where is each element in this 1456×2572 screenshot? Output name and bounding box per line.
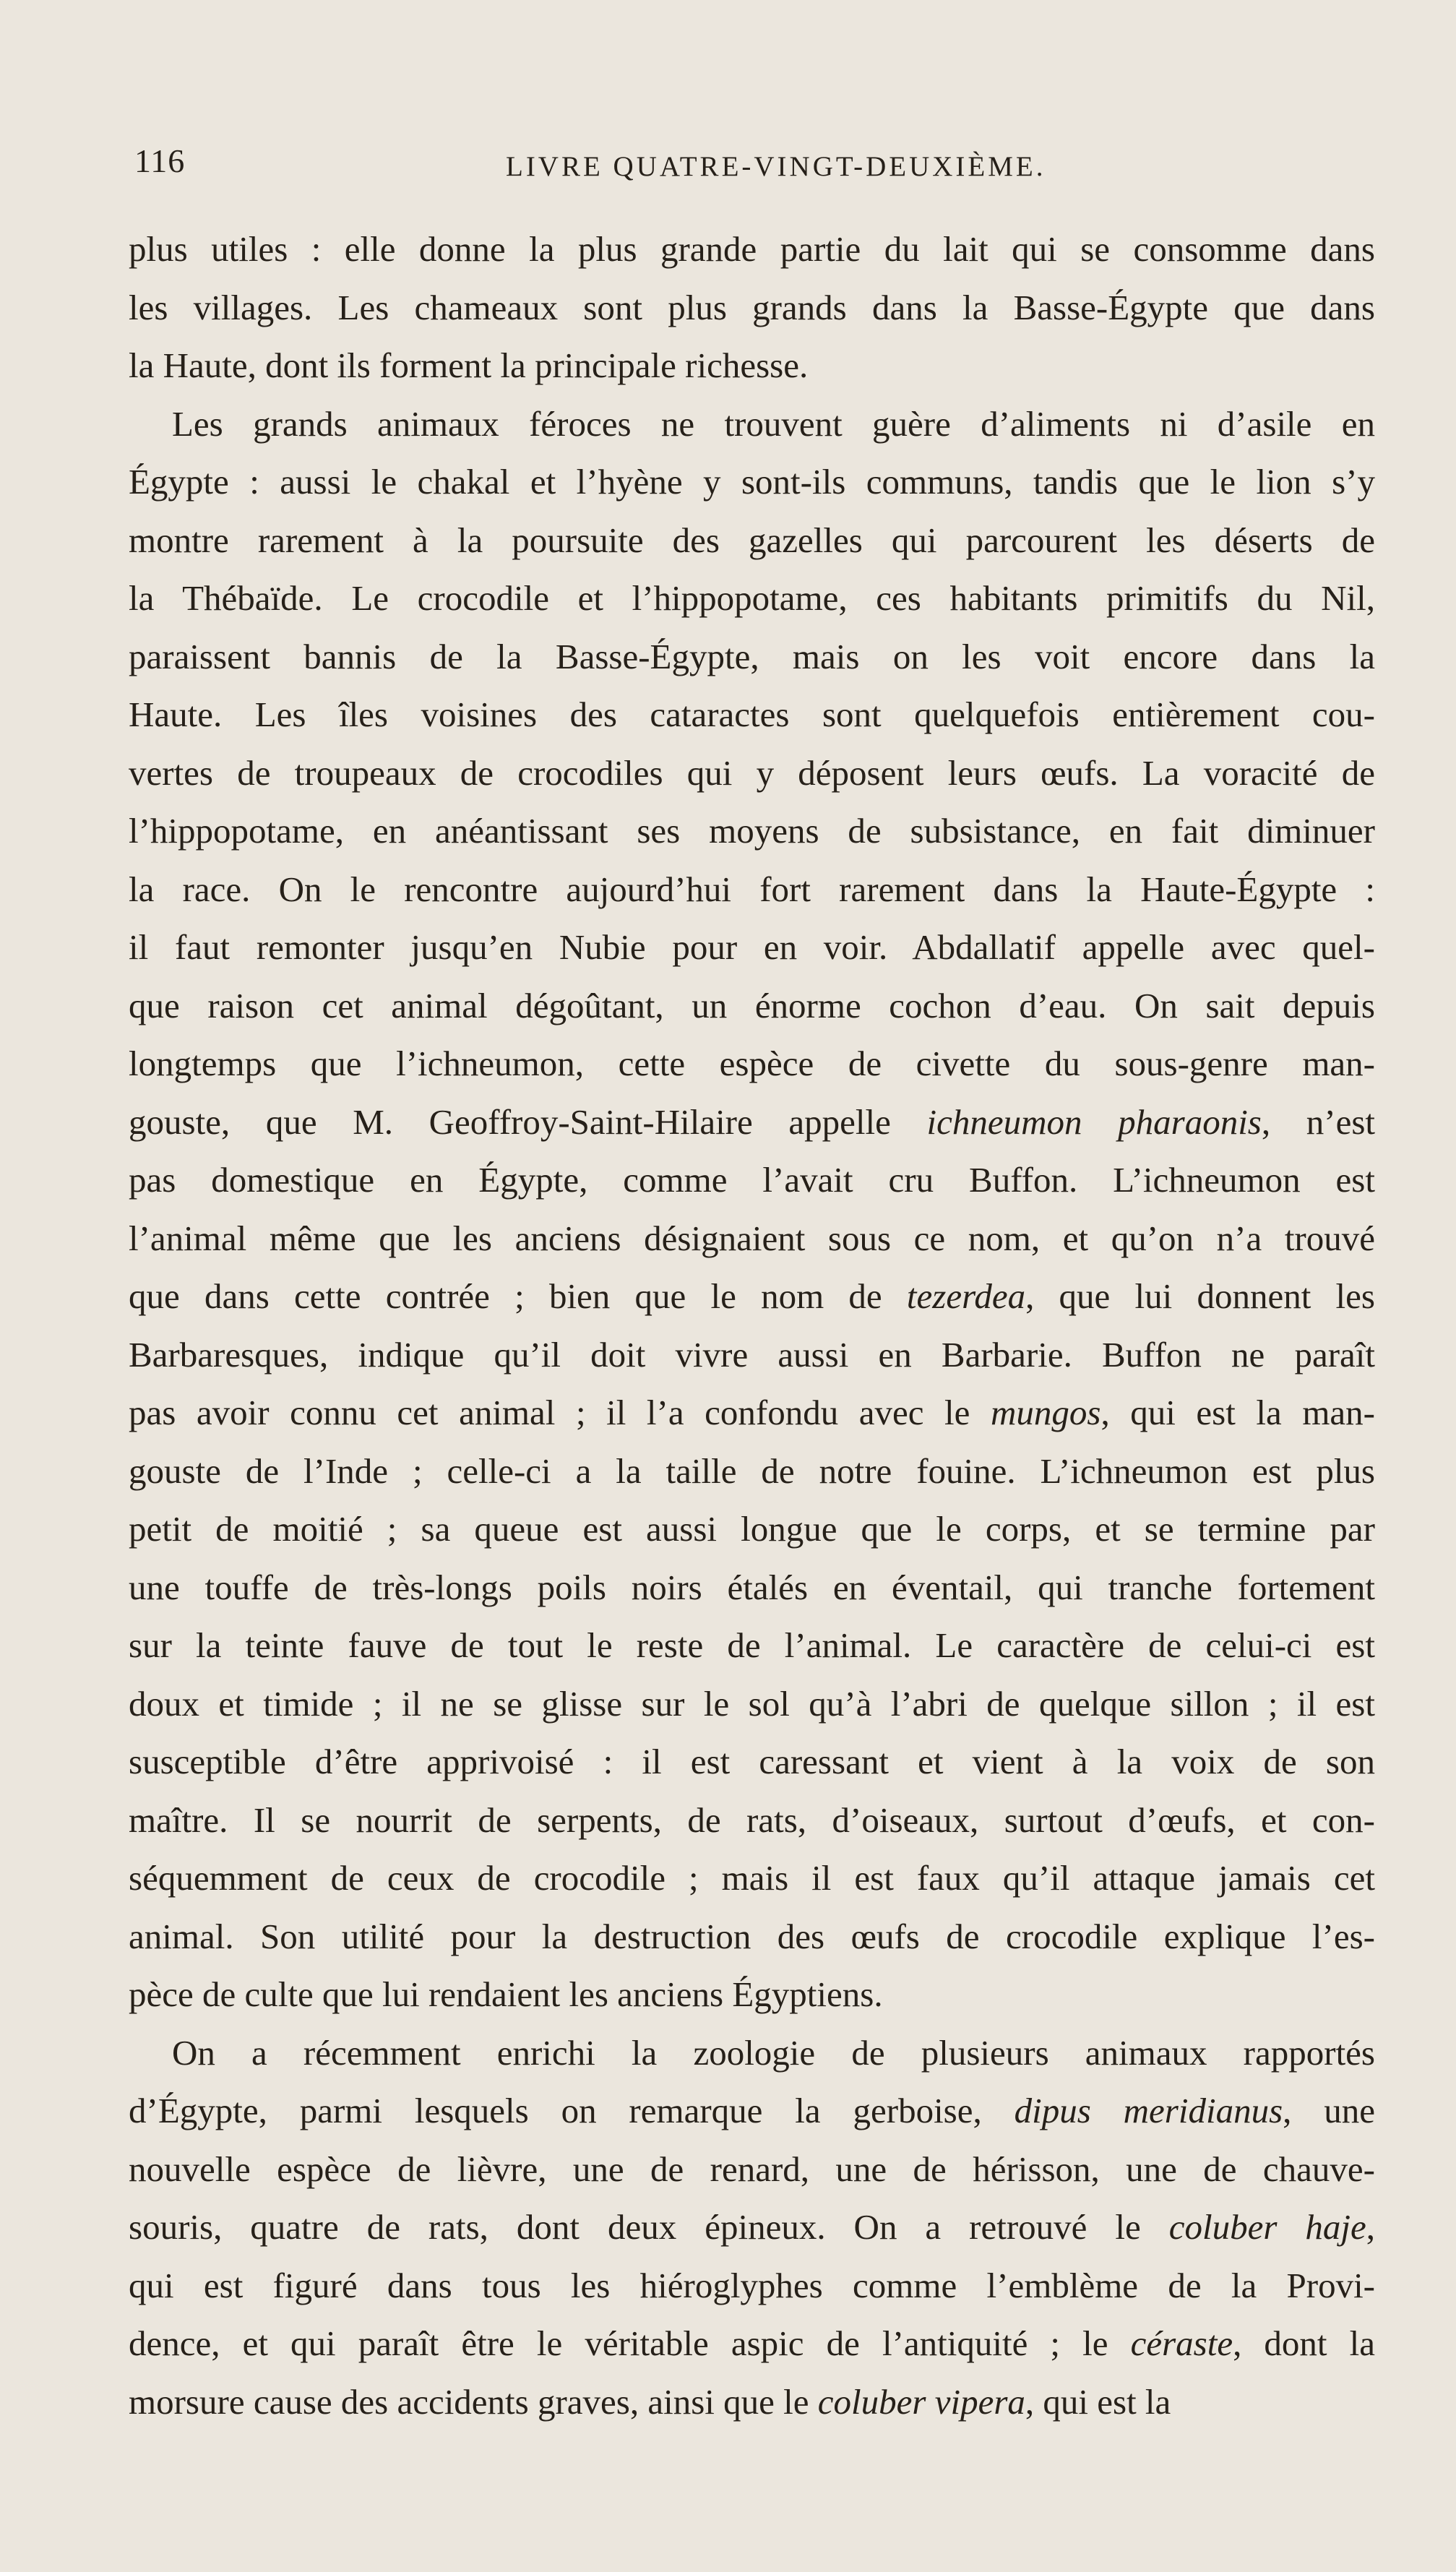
text-line [129, 977, 1375, 1036]
page-number: 116 [134, 142, 186, 179]
text-line [129, 279, 1375, 337]
text-segment: , une [1283, 2091, 1376, 2130]
text-line [129, 1210, 1375, 1268]
italic-term: mungos [990, 1393, 1101, 1432]
text-line [129, 220, 1375, 279]
text-segment: il faut remonter jusqu’en Nubie pour en voir. Abdallatif appelle avec quel- [129, 927, 1375, 967]
text-line [129, 337, 1375, 395]
text-segment: montre rarement à la poursuite des gazelles qui parcourent les déserts de [129, 520, 1375, 560]
text-line [129, 919, 1375, 977]
text-line [129, 1151, 1375, 1210]
text-line [129, 686, 1375, 744]
text-line [129, 2198, 1375, 2257]
text-segment: , [1366, 2207, 1375, 2247]
text-segment: animal. Son utilité pour la destruction des œufs de crocodile explique l’es- [129, 1916, 1375, 1956]
text-segment: On a récemment enrichi la zoologie de plusieurs animaux rapportés [172, 2032, 1375, 2073]
text-line [129, 1617, 1375, 1675]
text-segment: la Thébaïde. Le crocodile et l’hippopotame, ces habitants primitifs du Nil, [129, 578, 1375, 618]
text-line [129, 2315, 1375, 2373]
text-segment: nouvelle espèce de lièvre, une de renard, une de hérisson, une de chauve- [129, 2149, 1375, 2189]
text-line [129, 453, 1375, 512]
text-line [129, 1384, 1375, 1442]
italic-term: coluber vipera [817, 2381, 1025, 2422]
text-line [129, 2024, 1375, 2083]
text-segment: petit de moitié ; sa queue est aussi longue que le corps, et se termine par [129, 1509, 1375, 1549]
text-line [129, 2373, 1375, 2432]
text-line [129, 1675, 1375, 1734]
text-segment: gouste, que M. Geoffroy-Saint-Hilaire appelle [129, 1101, 927, 1142]
text-line [129, 628, 1375, 687]
text-segment: que dans cette contrée ; bien que le nom de [129, 1276, 907, 1316]
text-segment: longtemps que l’ichneumon, cette espèce de civette du sous-genre man- [129, 1044, 1375, 1083]
text-line [129, 802, 1375, 861]
text-line [129, 2257, 1375, 2315]
text-segment: la race. On le rencontre aujourd’hui fort rarement dans la Haute-Égypte : [129, 869, 1375, 909]
text-segment: sur la teinte fauve de tout le reste de l’animal. Le caractère de celui-ci est [129, 1625, 1375, 1665]
text-segment: Les grands animaux féroces ne trouvent guère d’aliments ni d’asile en [172, 403, 1375, 444]
text-line [129, 1559, 1375, 1617]
paragraph [129, 395, 1375, 2024]
text-line [129, 1093, 1375, 1152]
text-line [129, 1966, 1375, 2024]
running-title: LIVRE QUATRE-VINGT-DEUXIÈME. [506, 151, 1046, 182]
text-segment: morsure cause des accidents graves, ainsi que le [129, 2381, 818, 2422]
text-line [129, 512, 1375, 570]
text-segment: susceptible d’être apprivoisé : il est caressant et vient à la voix de son [129, 1742, 1375, 1781]
italic-term: coluber haje [1168, 2207, 1366, 2247]
text-line [129, 2082, 1375, 2141]
text-line [129, 2141, 1375, 2199]
text-segment: gouste de l’Inde ; celle-ci a la taille de notre fouine. L’ichneumon est plus [129, 1450, 1375, 1491]
text-segment: qui est figuré dans tous les hiéroglyphes comme l’emblème de la Provi- [129, 2265, 1375, 2305]
paragraph [129, 220, 1375, 395]
text-line [129, 1326, 1375, 1385]
text-segment: maître. Il se nourrit de serpents, de rats, d’oiseaux, surtout d’œufs, et con- [129, 1799, 1375, 1840]
text-segment: une touffe de très-longs poils noirs étalés en éventail, qui tranche fortement [129, 1567, 1375, 1607]
text-line [129, 1035, 1375, 1093]
text-segment: dence, et qui paraît être le véritable aspic de l’antiquité ; le [129, 2323, 1131, 2363]
text-line [129, 569, 1375, 628]
text-segment: Barbaresques, indique qu’il doit vivre aussi en Barbarie. Buffon ne paraît [129, 1334, 1375, 1375]
text-segment: paraissent bannis de la Basse-Égypte, mais on les voit encore dans la [129, 636, 1375, 676]
text-line [129, 1268, 1375, 1326]
italic-term: dipus meridianus [1014, 2091, 1283, 2130]
text-line [129, 1792, 1375, 1850]
text-segment: que raison cet animal dégoûtant, un énorme cochon d’eau. On sait depuis [129, 985, 1375, 1025]
body-text [129, 220, 1375, 2431]
text-segment: la Haute, dont ils forment la principale richesse. [129, 345, 809, 385]
text-line [129, 1733, 1375, 1792]
text-segment: l’hippopotame, en anéantissant ses moyens de subsistance, en fait diminuer [129, 811, 1375, 851]
text-segment: souris, quatre de rats, dont deux épineux. On a retrouvé le [129, 2207, 1169, 2247]
text-segment: , qui est la man- [1100, 1393, 1376, 1432]
text-segment: pas domestique en Égypte, comme l’avait cru Buffon. L’ichneumon est [129, 1160, 1375, 1200]
text-segment: , n’est [1261, 1101, 1376, 1142]
text-segment: plus utiles : elle donne la plus grande partie du lait qui se consomme dans [129, 229, 1375, 269]
text-line [129, 744, 1375, 803]
text-line [129, 1500, 1375, 1559]
text-segment: l’animal même que les anciens désignaient sous ce nom, et qu’on n’a trouvé [129, 1218, 1375, 1258]
text-segment: Égypte : aussi le chakal et l’hyène y sont-ils communs, tandis que le lion s’y [129, 462, 1375, 502]
text-segment: d’Égypte, parmi lesquels on remarque la gerboise, [129, 2091, 1015, 2130]
italic-term: tezerdea [906, 1276, 1026, 1316]
text-segment: Haute. Les îles voisines des cataractes sont quelquefois entièrement cou- [129, 694, 1375, 734]
running-head [0, 142, 1456, 192]
text-segment: , que lui donnent les [1025, 1276, 1375, 1316]
text-segment: pas avoir connu cet animal ; il l’a confondu avec le [129, 1393, 991, 1432]
text-segment: séquemment de ceux de crocodile ; mais il est faux qu’il attaque jamais cet [129, 1858, 1375, 1898]
italic-term: ichneumon pharaonis [926, 1101, 1262, 1142]
text-segment: les villages. Les chameaux sont plus grands dans la Basse-Égypte que dans [129, 287, 1375, 327]
text-segment: , dont la [1233, 2323, 1376, 2363]
text-line [129, 395, 1375, 454]
text-segment: doux et timide ; il ne se glisse sur le sol qu’à l’abri de quelque sillon ; il est [129, 1683, 1375, 1724]
text-line [129, 1442, 1375, 1501]
text-segment: pèce de culte que lui rendaient les anciens Égyptiens. [129, 1974, 883, 2014]
text-line [129, 1849, 1375, 1908]
paragraph [129, 2024, 1375, 2432]
text-segment: , qui est la [1025, 2381, 1171, 2422]
italic-term: céraste [1130, 2323, 1233, 2363]
text-segment: vertes de troupeaux de crocodiles qui y déposent leurs œufs. La voracité de [129, 752, 1375, 793]
text-line [129, 1908, 1375, 1966]
text-line [129, 861, 1375, 919]
